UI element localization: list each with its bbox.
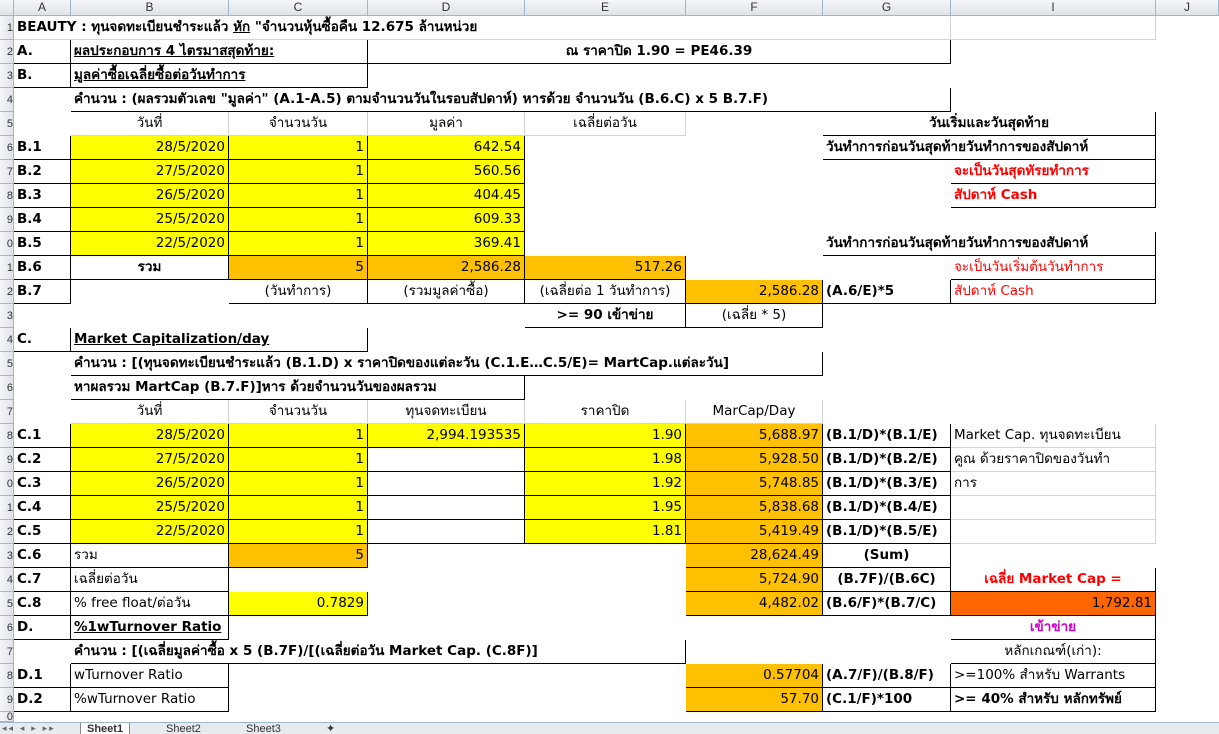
date-cell[interactable]: 26/5/2020 [71,184,229,208]
b-header-days[interactable]: จำนวนวัน [229,112,368,136]
note-cell[interactable]: การ [951,472,1156,496]
row-id[interactable]: C.1 [14,424,71,448]
note-cell[interactable] [951,496,1156,520]
close-price-cell[interactable]: 1.95 [525,496,686,520]
row-header[interactable]: 8 [0,184,14,208]
row-header[interactable]: 3 [0,64,14,88]
note-cell[interactable]: คูณ ด้วยราคาปิดของวันทำ [951,448,1156,472]
c-header-days[interactable]: จำนวนวัน [229,400,368,424]
row-id[interactable]: B.3 [14,184,71,208]
note-cell[interactable] [951,520,1156,544]
section-c-calc1[interactable]: คำนวน : [(ทุนจดทะเบียนชำระแล้ว (B.1.D) x ราคาปิดของแต่ละวัน (C.1.E…C.5/E)= MartCap.แต่ละวัน] [71,352,823,376]
row-id[interactable]: D.1 [14,664,71,688]
row-header[interactable]: 5 [0,112,14,136]
b7-total[interactable]: 2,586.28 [686,280,823,304]
note-g9[interactable]: วันทำการก่อนวันสุดท้ายวันทำการของสัปดาห์ [823,136,1156,160]
b6-days[interactable]: 5 [229,256,368,280]
days-cell[interactable]: 1 [229,232,368,256]
row-header[interactable]: 7 [0,400,14,424]
date-cell[interactable]: 22/5/2020 [71,232,229,256]
row-id[interactable]: B.6 [14,256,71,280]
b8-caption[interactable]: (เฉลี่ย * 5) [686,304,823,328]
section-b-text[interactable]: มูลค่าซื้อเฉลี่ยซื้อต่อวันทำการ [71,64,368,88]
row-header[interactable]: 0 [0,472,14,496]
c8-formula[interactable]: (B.6/F)*(B.7/C) [823,592,951,616]
b-header-start-end[interactable]: วันเริ่มและวันสุดท้าย [823,112,1156,136]
row-header[interactable]: 4 [0,88,14,112]
c8-mcap[interactable]: 4,482.02 [686,592,823,616]
c7-formula[interactable]: (B.7F)/(B.6C) [823,568,951,592]
row-id[interactable]: D.2 [14,688,71,712]
avg-market-cap-result[interactable]: 1,792.81 [951,592,1156,616]
row-header[interactable]: 4 [0,568,14,592]
column-header-b[interactable]: B [71,0,229,16]
row-id[interactable]: C.8 [14,592,71,616]
row-header[interactable]: 0 [0,712,14,722]
c6-label[interactable]: รวม [71,544,229,568]
insert-sheet-icon[interactable]: ✦ [326,723,336,734]
avg-market-cap-label[interactable]: เฉลี่ย Market Cap = [951,568,1156,592]
value-cell[interactable]: 369.41 [368,232,525,256]
days-cell[interactable]: 1 [229,136,368,160]
note-i15[interactable]: สัปดาห์ Cash [951,280,1156,304]
column-header-c[interactable]: C [229,0,368,16]
row-header[interactable]: 6 [0,136,14,160]
registered-capital-cell[interactable] [368,448,525,472]
c-header-date[interactable]: วันที่ [71,400,229,424]
c-header-mcap[interactable]: MarCap/Day [686,400,823,424]
note-i10[interactable]: จะเป็นวันสุดทัรยทำการ [951,160,1156,184]
days-cell[interactable]: 1 [229,208,368,232]
title-rest-text: "จำนวนหุ้นซื้อคืน 12.675 ล้านหน่วย [250,19,478,35]
section-a-text[interactable]: ผลประกอบการ 4 ไตรมาสสุดท้าย: [71,40,368,64]
row-header[interactable]: 2 [0,520,14,544]
cell-i1[interactable] [951,16,1156,40]
d1-formula[interactable]: (A.7/F)/(B.8/F) [823,664,951,688]
date-cell[interactable]: 27/5/2020 [71,448,229,472]
b8-threshold[interactable]: >= 90 เข้าข่าย [525,304,686,328]
column-header-i[interactable]: I [951,0,1156,16]
row-header[interactable]: 3 [0,544,14,568]
section-d-calc[interactable]: คำนวน : [(เฉลี่ยมูลค่าซื้อ x 5 (B.7F)/[(เฉลี่ยต่อวัน Market Cap. (C.8F)] [71,640,686,664]
days-cell[interactable]: 1 [229,520,368,544]
b7-avg-caption[interactable]: (เฉลี่ยต่อ 1 วันทำการ) [525,280,686,304]
section-b-calc[interactable]: คำนวน : (ผลรวมตัวเลข "มูลค่า" (A.1-A.5) ตามจำนวนวันในรอบสัปดาห์) หารด้วย จำนวนวัน (B.6.C) x 5 B.7.F) [71,88,951,112]
row-header[interactable]: 5 [0,592,14,616]
c7-label[interactable]: เฉลี่ยต่อวัน [71,568,229,592]
formula-cell[interactable]: (B.1/D)*(B.2/E) [823,448,951,472]
column-header-j[interactable]: J [1156,0,1219,16]
qualifies-status[interactable]: เข้าข่าย [951,616,1156,640]
c-header-close[interactable]: ราคาปิด [525,400,686,424]
mcap-cell[interactable]: 5,748.85 [686,472,823,496]
days-cell[interactable]: 1 [229,472,368,496]
formula-cell[interactable]: (B.1/D)*(B.5/E) [823,520,951,544]
b7-days-caption[interactable]: (วันทำการ) [229,280,368,304]
sheet-tab-3[interactable]: Sheet3 [246,723,281,734]
row-id[interactable]: C.4 [14,496,71,520]
row-header[interactable]: 3 [0,304,14,328]
b7-value-caption[interactable]: (รวมมูลค่าซื้อ) [368,280,525,304]
formula-cell[interactable]: (B.1/D)*(B.1/E) [823,424,951,448]
row-id[interactable]: C.3 [14,472,71,496]
note-cell[interactable]: Market Cap. ทุนจดทะเบียน [951,424,1156,448]
c6-mcap-sum[interactable]: 28,624.49 [686,544,823,568]
section-d-label[interactable]: D. [14,616,71,640]
d1-criteria[interactable]: >=100% สำหรับ Warrants [951,664,1156,688]
column-header-a[interactable]: A [14,0,71,16]
column-header-d[interactable]: D [368,0,525,16]
row-header[interactable]: 4 [0,328,14,352]
section-b-label[interactable]: B. [14,64,71,88]
row-header[interactable]: 9 [0,208,14,232]
row-id[interactable]: B.5 [14,232,71,256]
value-cell[interactable]: 404.45 [368,184,525,208]
row-id[interactable]: B.7 [14,280,71,304]
row-header[interactable]: 2 [0,40,14,64]
row-header[interactable]: 0 [0,232,14,256]
section-d-text[interactable]: %1wTurnover Ratio [71,616,229,640]
row-header[interactable]: 8 [0,424,14,448]
row-header[interactable]: 6 [0,376,14,400]
section-c-calc2[interactable]: หาผลรวม MartCap (B.7.F)]หาร ด้วยจำนวนวันของผลรวม [71,376,525,400]
row-header[interactable]: 9 [0,448,14,472]
note-i14[interactable]: จะเป็นวันเริ่มต้นวันทำการ [951,256,1156,280]
date-cell[interactable]: 26/5/2020 [71,472,229,496]
value-cell[interactable]: 560.56 [368,160,525,184]
row-header[interactable]: 5 [0,352,14,376]
column-header-f[interactable]: F [686,0,823,16]
c8-free-float[interactable]: 0.7829 [229,592,368,616]
mcap-cell[interactable]: 5,688.97 [686,424,823,448]
sheet-title-cell[interactable] [14,16,951,40]
sheet-tab-bar [0,722,1219,734]
days-cell[interactable]: 1 [229,496,368,520]
sheet-tab-1[interactable]: Sheet1 [80,723,130,734]
d1-label[interactable]: wTurnover Ratio [71,664,229,688]
section-a-label[interactable]: A. [14,40,71,64]
c7-mcap-avg[interactable]: 5,724.90 [686,568,823,592]
tab-scroll-icons[interactable]: ◂◂ ◂ ▸ ▸▸ [2,724,56,734]
date-cell[interactable]: 28/5/2020 [71,424,229,448]
registered-capital-cell[interactable] [368,496,525,520]
section-c-label[interactable]: C. [14,328,71,352]
registered-capital-cell[interactable]: 2,994.193535 [368,424,525,448]
section-c-text[interactable]: Market Capitalization/day [71,328,368,352]
b7-formula[interactable]: (A.6/E)*5 [823,280,951,304]
d2-value[interactable]: 57.70 [686,688,823,712]
d2-label[interactable]: %wTurnover Ratio [71,688,229,712]
criteria-label[interactable]: หลักเกณฑ์(เก่า): [951,640,1156,664]
value-cell[interactable]: 609.33 [368,208,525,232]
days-cell[interactable]: 1 [229,184,368,208]
row-header[interactable]: 1 [0,16,14,40]
note-g13[interactable]: วันทำการก่อนวันสุดท้ายวันทำการของสัปดาห์ [823,232,1156,256]
column-header-g[interactable]: G [823,0,951,16]
close-price-pe[interactable]: ณ ราคาปิด 1.90 = PE46.39 [368,40,951,64]
days-cell[interactable]: 1 [229,160,368,184]
d1-value[interactable]: 0.57704 [686,664,823,688]
close-price-cell[interactable]: 1.90 [525,424,686,448]
date-cell[interactable]: 22/5/2020 [71,520,229,544]
date-cell[interactable]: 25/5/2020 [71,208,229,232]
c8-label[interactable]: % free float/ต่อวัน [71,592,229,616]
b-header-avg[interactable]: เฉลี่ยต่อวัน [525,112,686,136]
row-id[interactable]: B.1 [14,136,71,160]
c6-formula[interactable]: (Sum) [823,544,951,568]
row-header[interactable]: 9 [0,688,14,712]
d2-criteria[interactable]: >= 40% สำหรับ หลักทรัพย์ [951,688,1156,712]
row-header[interactable]: 7 [0,160,14,184]
row-id[interactable]: C.6 [14,544,71,568]
row-id[interactable]: C.7 [14,568,71,592]
formula-cell[interactable]: (B.1/D)*(B.4/E) [823,496,951,520]
title-hak-text: หัก [233,19,251,35]
row-header[interactable]: 1 [0,256,14,280]
row-header[interactable]: 2 [0,280,14,304]
b-header-value[interactable]: มูลค่า [368,112,525,136]
row-header[interactable]: 1 [0,496,14,520]
date-cell[interactable]: 27/5/2020 [71,160,229,184]
registered-capital-cell[interactable] [368,472,525,496]
close-price-cell[interactable]: 1.81 [525,520,686,544]
mcap-cell[interactable]: 5,419.49 [686,520,823,544]
note-i11[interactable]: สัปดาห์ Cash [951,184,1156,208]
mcap-cell[interactable]: 5,928.50 [686,448,823,472]
row-header[interactable]: 8 [0,664,14,688]
days-cell[interactable]: 1 [229,424,368,448]
row-id[interactable]: B.2 [14,160,71,184]
b6-avg[interactable]: 517.26 [525,256,686,280]
mcap-cell[interactable]: 5,838.68 [686,496,823,520]
date-cell[interactable]: 25/5/2020 [71,496,229,520]
registered-capital-cell[interactable] [368,520,525,544]
formula-cell[interactable]: (B.1/D)*(B.3/E) [823,472,951,496]
select-all-corner[interactable] [0,0,14,16]
sheet-tab-2[interactable]: Sheet2 [166,723,201,734]
row-header[interactable]: 6 [0,616,14,640]
row-header[interactable]: 7 [0,640,14,664]
value-cell[interactable]: 642.54 [368,136,525,160]
row-id[interactable]: B.4 [14,208,71,232]
title-text: BEAUTY : ทุนจดทะเบียนชำระแล้ว [17,19,229,35]
date-cell[interactable]: 28/5/2020 [71,136,229,160]
column-header-e[interactable]: E [525,0,686,16]
d2-formula[interactable]: (C.1/F)*100 [823,688,951,712]
b-header-date[interactable]: วันที่ [71,112,229,136]
row-id[interactable]: C.2 [14,448,71,472]
close-price-cell[interactable]: 1.92 [525,472,686,496]
days-cell[interactable]: 1 [229,448,368,472]
b6-label[interactable]: รวม [71,256,229,280]
c-header-reg[interactable]: ทุนจดทะเบียน [368,400,525,424]
b6-value[interactable]: 2,586.28 [368,256,525,280]
c6-days[interactable]: 5 [229,544,368,568]
row-id[interactable]: C.5 [14,520,71,544]
close-price-cell[interactable]: 1.98 [525,448,686,472]
